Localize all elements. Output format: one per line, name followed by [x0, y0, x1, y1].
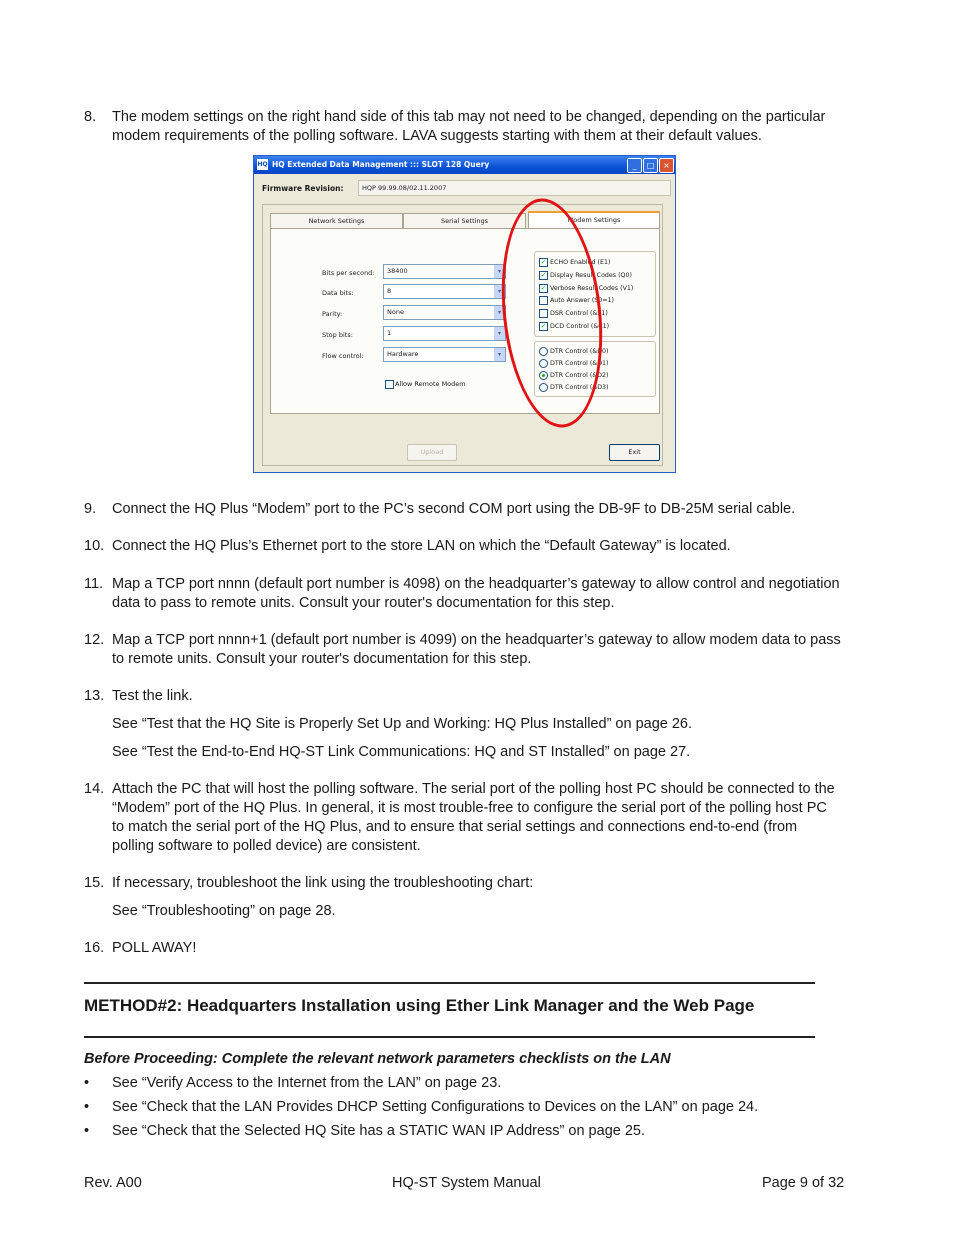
stop-bits-label: Stop bits:	[322, 331, 353, 339]
display-result-codes-label: Display Result Codes (Q0)	[550, 272, 632, 279]
minimize-icon[interactable]: _	[627, 158, 642, 173]
tab-modem-settings[interactable]: Modem Settings	[528, 211, 660, 228]
dsr-control-label: DSR Control (&S1)	[550, 310, 608, 317]
echo-enabled-checkbox[interactable]: ✓	[540, 258, 547, 266]
dcd-control-label: DCD Control (&C1)	[550, 323, 610, 330]
step-number: 14.	[84, 781, 105, 797]
verbose-result-codes-checkbox[interactable]: ✓	[540, 284, 547, 292]
bullet-icon: •	[84, 1099, 90, 1115]
echo-enabled-label: ECHO Enabled (E1)	[550, 259, 611, 266]
app-icon: HQ	[257, 161, 268, 168]
section-rule-top	[84, 982, 815, 984]
step-13-sub-1: See “Test that the HQ Site is Properly Set Up and Working: HQ Plus Installed” on page 26.	[112, 716, 693, 732]
section-heading: METHOD#2: Headquarters Installation using Ether Link Manager and the Web Page	[84, 996, 755, 1015]
data-bits-label: Data bits:	[322, 289, 354, 297]
step-number: 9.	[84, 501, 97, 517]
step-text: Map a TCP port nnnn (default port number is 4098) on the headquarter’s gateway to allow control and negotiation data to pass to remote units. Consult your router's documentation for this step.	[112, 576, 840, 611]
step-number: 12.	[84, 632, 105, 648]
maximize-icon[interactable]: □	[643, 158, 658, 173]
parity-select[interactable]: None ▾	[383, 305, 506, 320]
step-number: 10.	[84, 538, 105, 554]
modem-settings-screenshot	[253, 155, 676, 473]
step-number: 11.	[84, 576, 104, 592]
bits-per-second-select[interactable]: 38400 ▾	[383, 264, 506, 279]
chevron-down-icon: ▾	[494, 327, 505, 340]
before-proceeding-note: Before Proceeding: Complete the relevant network parameters checklists on the LAN	[84, 1051, 671, 1067]
chevron-down-icon: ▾	[494, 348, 505, 361]
footer-page-number: Page 9 of 32	[762, 1175, 845, 1191]
step-text: Test the link.	[112, 688, 193, 704]
dialog-titlebar	[254, 156, 675, 174]
dtr-d3-label: DTR Control (&D3)	[550, 384, 609, 391]
step-text: The modem settings on the right hand side of this tab may not need to be changed, depending on the particular modem requirements of the polling software. LAVA suggests starting with them at their default values.	[112, 109, 826, 144]
step-number: 16.	[84, 940, 105, 956]
display-result-codes-checkbox[interactable]: ✓	[540, 271, 547, 279]
upload-button[interactable]: Upload	[407, 444, 457, 461]
chevron-down-icon: ▾	[494, 285, 505, 298]
step-13-sub-2: See “Test the End-to-End HQ-ST Link Communications: HQ and ST Installed” on page 27.	[112, 744, 691, 760]
exit-button[interactable]: Exit	[609, 444, 660, 461]
footer-revision: Rev. A00	[84, 1175, 142, 1191]
allow-remote-modem-label: Allow Remote Modem	[395, 380, 466, 388]
parity-label: Parity:	[322, 310, 343, 318]
bullet-icon: •	[84, 1123, 90, 1139]
bullet-text: See “Verify Access to the Internet from the LAN” on page 23.	[112, 1075, 502, 1091]
step-number: 15.	[84, 875, 105, 891]
data-bits-select[interactable]: 8 ▾	[383, 284, 506, 299]
step-number: 13.	[84, 688, 105, 704]
bits-per-second-label: Bits per second:	[322, 269, 375, 277]
flow-control-select[interactable]: Hardware ▾	[383, 347, 506, 362]
flow-control-label: Flow control:	[322, 352, 364, 360]
section-rule-bottom	[84, 1036, 815, 1038]
auto-answer-label: Auto Answer (S0=1)	[550, 297, 615, 304]
chevron-down-icon: ▾	[494, 306, 505, 319]
tab-serial-settings[interactable]: Serial Settings	[403, 213, 526, 229]
step-text: Attach the PC that will host the polling software. The serial port of the polling host PC should be connected to the “Modem” port of the HQ Plus. In general, it is most trouble-free to configure the serial port of the polling host PC to match the serial port of the HQ Plus, and to ensure that serial settings and connections end-to-end (from polling software to polled device) are consistent.	[112, 781, 835, 854]
step-text: Connect the HQ Plus “Modem” port to the PC’s second COM port using the DB-9F to DB-25M serial cable.	[112, 501, 796, 517]
firmware-label: Firmware Revision:	[262, 184, 344, 193]
dcd-control-checkbox[interactable]: ✓	[540, 322, 547, 330]
firmware-value: HQP 99.99.08/02.11.2007	[358, 180, 671, 196]
verbose-result-codes-label: Verbose Result Codes (V1)	[550, 285, 634, 292]
chevron-down-icon: ▾	[494, 265, 505, 278]
step-text: POLL AWAY!	[112, 940, 197, 956]
allow-remote-modem-checkbox[interactable]	[385, 380, 394, 389]
step-text: Map a TCP port nnnn+1 (default port number is 4099) on the headquarter’s gateway to allow modem data to pass to remote units. Consult your router's documentation for this step.	[112, 632, 841, 667]
footer-title: HQ-ST System Manual	[392, 1175, 541, 1191]
dtr-d0-label: DTR Control (&D0)	[550, 348, 609, 355]
step-number: 8.	[84, 109, 97, 125]
dialog-title: HQ Extended Data Management ::: SLOT 128 Query	[272, 160, 490, 169]
stop-bits-select[interactable]: 1 ▾	[383, 326, 506, 341]
step-15-sub: See “Troubleshooting” on page 28.	[112, 903, 336, 919]
step-text: Connect the HQ Plus’s Ethernet port to the store LAN on which the “Default Gateway” is located.	[112, 538, 731, 554]
dtr-d1-label: DTR Control (&D1)	[550, 360, 609, 367]
tab-network-settings[interactable]: Network Settings	[270, 213, 403, 229]
bullet-text: See “Check that the LAN Provides DHCP Setting Configurations to Devices on the LAN” on page 24.	[112, 1099, 759, 1115]
step-text: If necessary, troubleshoot the link using the troubleshooting chart:	[112, 875, 534, 891]
bullet-text: See “Check that the Selected HQ Site has a STATIC WAN IP Address” on page 25.	[112, 1123, 646, 1139]
bullet-icon: •	[84, 1075, 90, 1091]
close-icon[interactable]: ×	[659, 158, 674, 173]
dtr-d2-label: DTR Control (&D2)	[550, 372, 609, 379]
